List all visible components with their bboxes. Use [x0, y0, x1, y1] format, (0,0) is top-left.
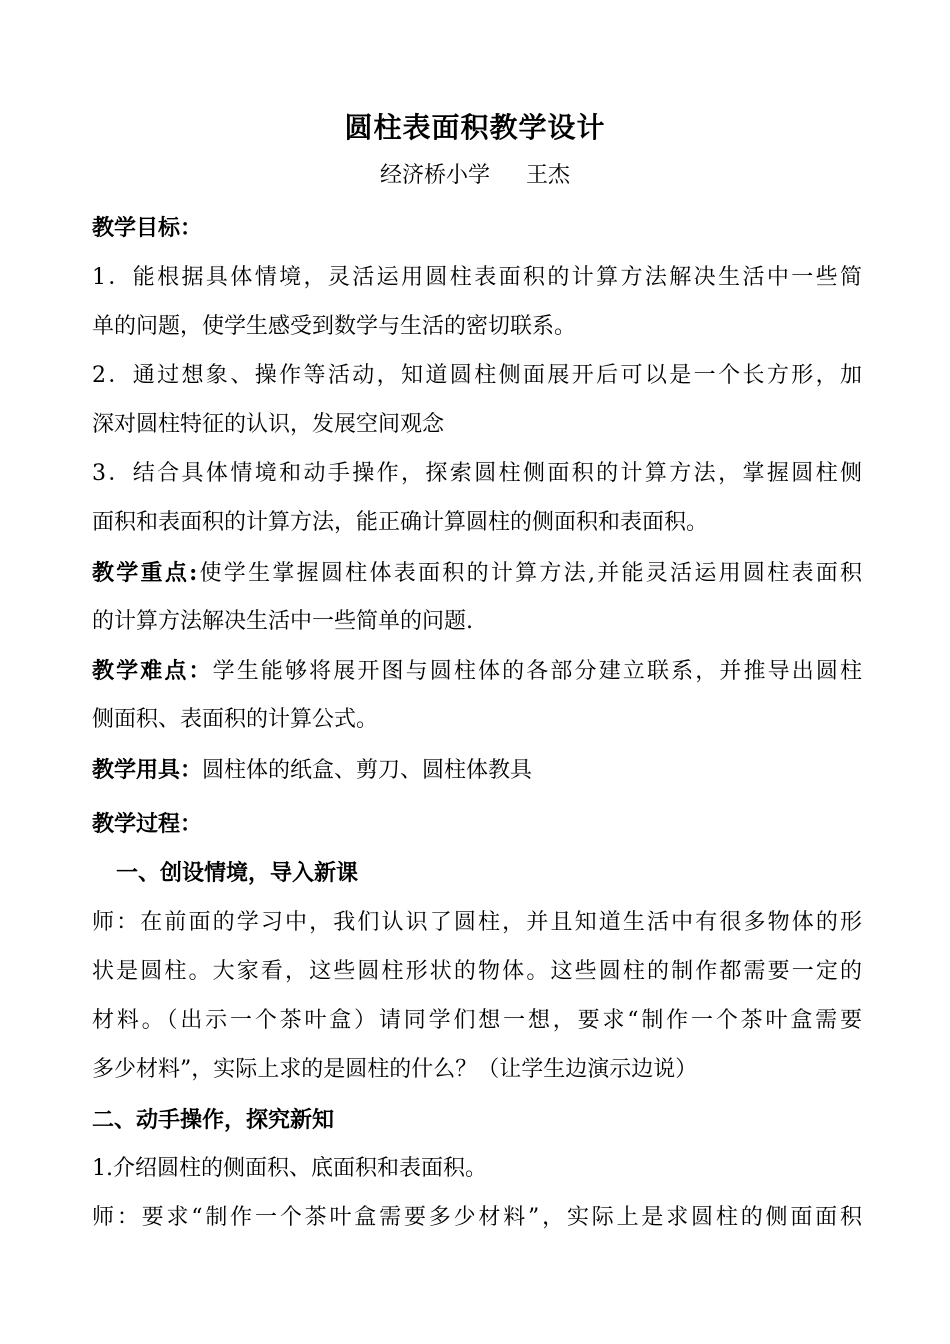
- section-1-line-3: 材料。（出示一个茶叶盒）请同学们想一想，要求“制作一个茶叶盒需要: [92, 1008, 862, 1033]
- section-2-item-1: 1.介绍圆柱的侧面积、底面积和表面积。: [92, 1156, 487, 1181]
- tools-label: 教学用具：: [92, 757, 203, 783]
- tools-text: 圆柱体的纸盒、剪刀、圆柱体教具: [202, 758, 533, 783]
- author-school: 经济桥小学: [379, 163, 490, 188]
- tools-line: [92, 754, 862, 787]
- difficulty-line-2: 侧面积、表面积的计算公式。: [92, 707, 379, 732]
- process-heading: 教学过程：: [92, 811, 203, 837]
- objective-3-line-1: 3．结合具体情境和动手操作，探索圆柱侧面积的计算方法，掌握圆柱侧: [92, 461, 862, 486]
- section-1-line-1: 师：在前面的学习中，我们认识了圆柱，并且知道生活中有很多物体的形: [92, 910, 862, 935]
- section-1-line-4: 多少材料”，实际上求的是圆柱的什么？（让学生边演示边说）: [92, 1057, 698, 1082]
- objective-2-line-1: 2．通过想象、操作等活动，知道圆柱侧面展开后可以是一个长方形，加: [92, 363, 862, 388]
- key-point-text: 使学生掌握圆柱体表面积的计算方法,并能灵活运用圆柱表面积: [197, 561, 862, 586]
- objective-1-line-2: 单的问题，使学生感受到数学与生活的密切联系。: [92, 314, 577, 339]
- author-name: 王杰: [526, 163, 571, 188]
- objective-1-line-1: 1．能根据具体情境，灵活运用圆柱表面积的计算方法解决生活中一些简: [92, 265, 862, 290]
- document-title: 圆柱表面积教学设计: [344, 111, 606, 144]
- objectives-heading: 教学目标：: [92, 215, 203, 241]
- difficulty-label: 教学难点：: [92, 658, 213, 684]
- author-line: [0, 160, 950, 192]
- objective-3-line-2: 面积和表面积的计算方法，能正确计算圆柱的侧面积和表面积。: [92, 510, 709, 535]
- key-point-label: 教学重点:: [92, 560, 198, 586]
- section-1-line-2: 状是圆柱。大家看，这些圆柱形状的物体。这些圆柱的制作都需要一定的: [92, 959, 862, 984]
- objective-2-line-2: 深对圆柱特征的认识，发展空间观念: [92, 412, 445, 437]
- difficulty-line-1: [92, 655, 862, 688]
- key-point-line-1: [92, 557, 862, 590]
- section-2-line-1: 师：要求“制作一个茶叶盒需要多少材料”，实际上是求圆柱的侧面面积: [92, 1205, 862, 1230]
- difficulty-text: 学生能够将展开图与圆柱体的各部分建立联系，并推导出圆柱: [212, 659, 862, 684]
- key-point-line-2: 的计算方法解决生活中一些简单的问题.: [92, 609, 473, 634]
- section-2-heading: 二、动手操作，探究新知: [92, 1107, 335, 1133]
- section-1-heading: 一、创设情境，导入新课: [116, 860, 359, 886]
